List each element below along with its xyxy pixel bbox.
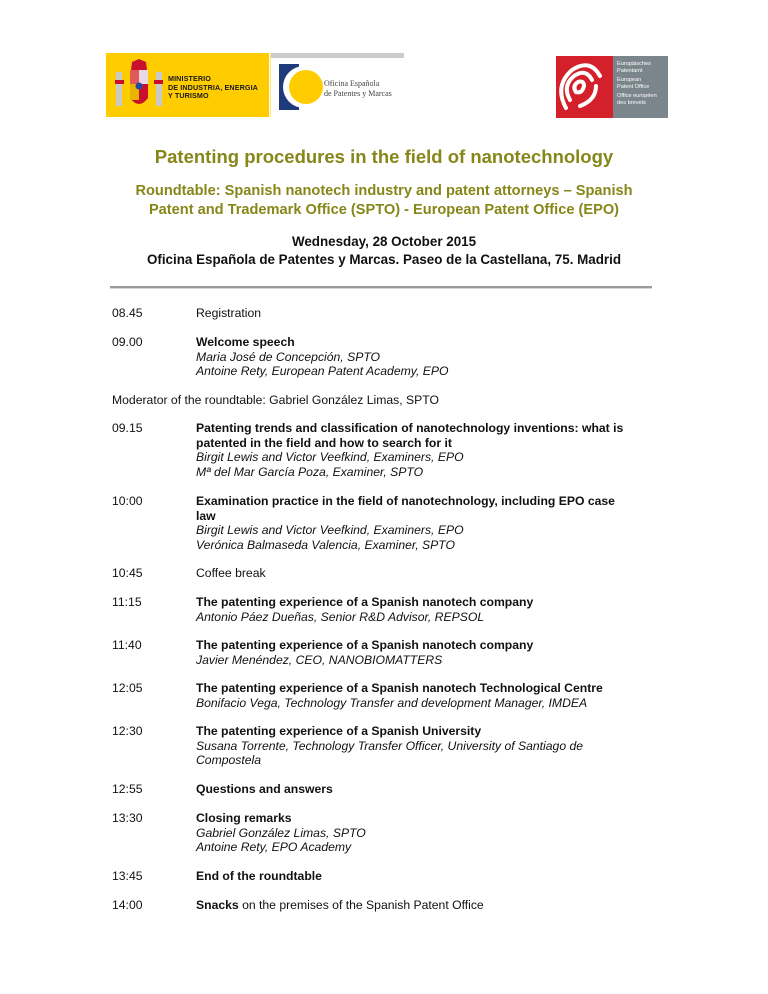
epo-signal-icon — [556, 56, 613, 118]
epo-logo-red-block — [556, 56, 613, 118]
agenda-speaker: Antoine Rety, European Patent Academy, EPO — [196, 364, 449, 379]
agenda-speaker: Antonio Páez Dueñas, Senior R&D Advisor, REPSOL — [196, 609, 485, 624]
agenda-title-line2: law — [196, 508, 216, 523]
ministry-text-line3: Y TURISMO — [168, 91, 209, 100]
agenda-speaker: Gabriel González Limas, SPTO — [196, 825, 366, 840]
horizontal-divider — [110, 286, 652, 289]
subtitle-line1: Roundtable: Spanish nanotech industry and patent attorneys – Spanish — [135, 183, 633, 199]
agenda-title-bold: Snacks — [196, 898, 239, 912]
agenda-title-line2: patented in the field and how to search for it — [196, 435, 452, 450]
agenda-title: The patenting experience of a Spanish nanotech company — [196, 638, 534, 652]
agenda-speaker: Birgit Lewis and Victor Veefkind, Examiners, EPO — [196, 450, 464, 465]
agenda-speaker: Mª del Mar García Poza, Examiner, SPTO — [196, 464, 424, 479]
agenda-time: 13:30 — [112, 811, 143, 825]
ministry-text-line1: MINISTERIO — [168, 74, 211, 83]
agenda-time: 09.15 — [112, 421, 143, 435]
agenda-speaker: Compostela — [196, 753, 262, 768]
event-date-venue — [0, 233, 768, 269]
spto-grey-bar — [271, 53, 404, 58]
agenda-title-line1: Examination practice in the field of nanotechnology, including EPO case — [196, 494, 615, 508]
epo-text-fr2: des brevets — [617, 99, 646, 106]
subtitle-line2: Patent and Trademark Office (SPTO) - European Patent Office (EPO) — [148, 202, 620, 218]
agenda-speaker: Verónica Balmaseda Valencia, Examiner, SPTO — [196, 537, 456, 552]
agenda-speaker: Maria José de Concepción, SPTO — [196, 349, 381, 364]
epo-text-en1: European — [617, 77, 642, 84]
agenda-time: 12:55 — [112, 782, 143, 796]
agenda-time: 12:30 — [112, 724, 143, 738]
agenda-title: Questions and answers — [196, 782, 333, 796]
spto-text-line2: de Patentes y Marcas — [324, 89, 392, 98]
agenda-speaker: Javier Menéndez, CEO, NANOBIOMATTERS — [196, 652, 443, 667]
agenda-time: 12:05 — [112, 681, 143, 695]
agenda-speaker: Antoine Rety, EPO Academy — [196, 840, 352, 855]
logo-separator — [270, 53, 271, 117]
spto-logo-text — [324, 79, 392, 99]
agenda-title: Coffee break — [196, 566, 266, 580]
agenda-title-rest: on the premises of the Spanish Patent Office — [238, 898, 484, 912]
spto-logo-icon — [279, 64, 325, 110]
agenda-time: 14:00 — [112, 898, 143, 912]
ministry-text-line2: DE INDUSTRIA, ENERGIA — [168, 82, 258, 92]
agenda-speaker: Bonifacio Vega, Technology Transfer and development Manager, IMDEA — [196, 695, 588, 710]
epo-text-en2: Patent Office — [617, 83, 650, 90]
agenda-speaker: Birgit Lewis and Victor Veefkind, Examiners, EPO — [196, 523, 464, 538]
spanish-coat-of-arms-icon — [114, 58, 164, 112]
document-title: Patenting procedures in the field of nanotechnology — [154, 146, 614, 167]
document-subtitle — [0, 182, 768, 220]
spto-text-line1: Oficina Española — [324, 79, 380, 88]
agenda-speaker: Susana Torrente, Technology Transfer Officer, University of Santiago de — [196, 738, 584, 753]
epo-logo — [556, 56, 668, 118]
ministry-logo — [106, 53, 269, 117]
agenda-title: The patenting experience of a Spanish University — [196, 724, 482, 738]
event-venue: Oficina Española de Patentes y Marcas. Paseo de la Castellana, 75. Madrid — [146, 252, 622, 267]
agenda-time: 11:40 — [112, 638, 142, 652]
agenda-title: The patenting experience of a Spanish nanotech Technological Centre — [196, 681, 603, 695]
epo-logo-grey-block — [613, 56, 668, 118]
agenda-time: 11:15 — [112, 595, 142, 609]
epo-text-de1: Europäisches — [617, 61, 651, 67]
event-date: Wednesday, 28 October 2015 — [291, 234, 477, 249]
agenda-time: 13:45 — [112, 869, 143, 883]
agenda-title: End of the roundtable — [196, 869, 322, 883]
moderator-line: Moderator of the roundtable: Gabriel González Limas, SPTO — [112, 393, 439, 407]
agenda-title: The patenting experience of a Spanish nanotech company — [196, 595, 534, 609]
agenda-time: 09.00 — [112, 335, 143, 349]
agenda-title: Welcome speech — [196, 335, 295, 349]
agenda-time: 10:00 — [112, 494, 143, 508]
agenda-time: 10:45 — [112, 566, 143, 580]
agenda-title: Registration — [196, 306, 262, 320]
epo-text-de2: Patentamt — [617, 67, 643, 74]
epo-text-fr1: Office européen — [617, 93, 657, 100]
agenda-time: 08.45 — [112, 306, 143, 320]
agenda-title: Closing remarks — [196, 811, 292, 825]
agenda-title-line1: Patenting trends and classification of nanotechnology inventions: what is — [196, 421, 624, 435]
